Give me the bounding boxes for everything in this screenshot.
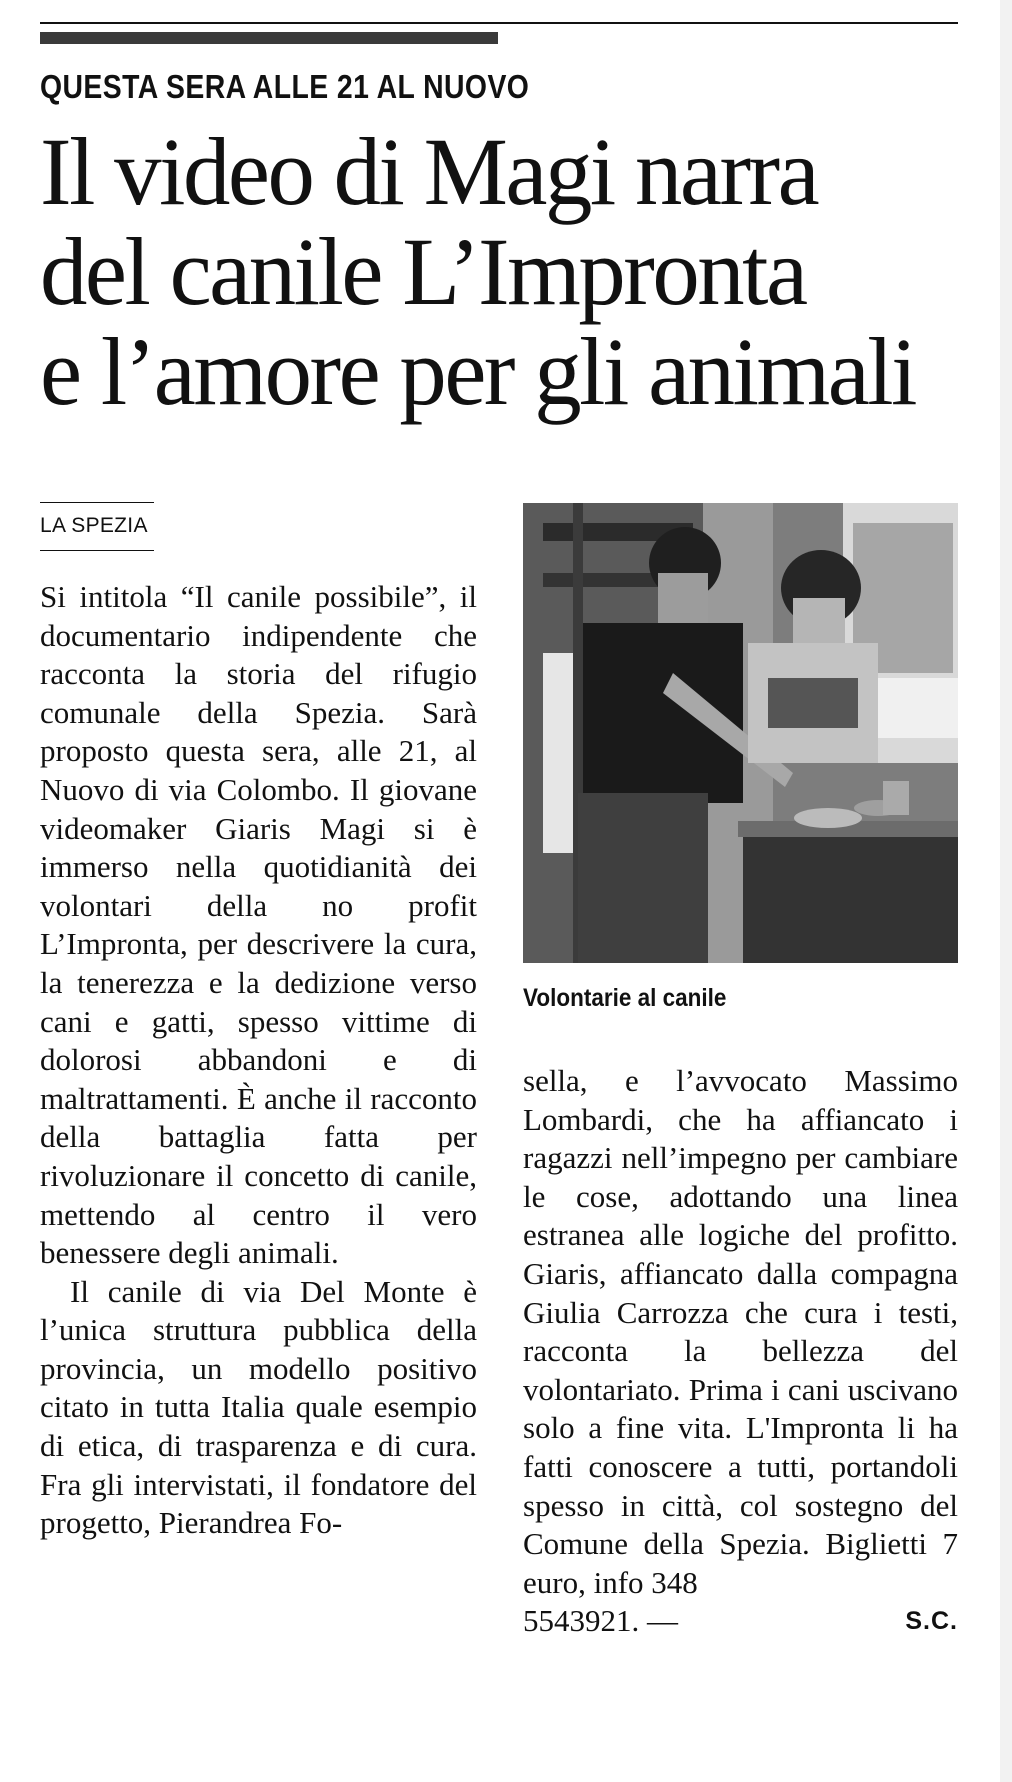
dateline-rule-bottom	[40, 550, 154, 551]
headline-line-3: e l’amore per gli animali	[40, 318, 915, 425]
article-column-right	[523, 1062, 958, 1641]
kicker: QUESTA SERA ALLE 21 AL NUOVO	[40, 68, 530, 105]
closing-text: 5543921. —	[523, 1603, 678, 1639]
article-photo	[523, 503, 958, 963]
photo-caption: Volontarie al canile	[523, 984, 727, 1012]
article-column-left	[40, 578, 477, 1543]
signoff	[523, 1602, 958, 1641]
headline-line-1: Il video di Magi narra	[40, 118, 818, 225]
headline	[40, 118, 970, 425]
dateline: LA SPEZIA	[40, 514, 148, 537]
top-rule	[40, 22, 958, 24]
paragraph-1: Si intitola “Il canile possibile”, il documentario indipendente che racconta la storia del rifugio comunale della Spezia. Sarà proposto questa sera, alle 21, al Nuovo di via Colombo. Il giovane videomaker Giaris Magi si è immerso nella quotidianità dei volontari della no profit L’Impronta, per descrivere la cura, la tenerezza e la dedizione verso cani e gatti, spesso vittime di dolorosi abbandoni e di maltrattamenti. È anche il racconto della battaglia fatta per rivoluzionare il concetto di canile, mettendo al centro il vero benessere degli animali.	[40, 579, 477, 1271]
page-margin	[1000, 0, 1012, 1782]
volunteers-photo-illustration	[523, 503, 958, 963]
author-signature: S.C.	[905, 1607, 958, 1636]
headline-line-2: del canile L’Impronta	[40, 218, 806, 325]
dateline-block	[40, 502, 154, 551]
section-bar	[40, 32, 498, 44]
paragraph-2: Il canile di via Del Monte è l’unica struttura pubblica della provincia, un modello positivo citato in tutta Italia quale esempio di etica, di trasparenza e di cura. Fra gli intervistati, il fondatore del progetto, Pierandrea Fo-	[40, 1273, 477, 1541]
paragraph-3: sella, e l’avvocato Massimo Lombardi, che ha affiancato i ragazzi nell’impegno per cambiare le cose, adottando una linea estranea alle logiche del profitto. Giaris, affiancato dalla compagna Giulia Carrozza che cura i testi, racconta la bellezza del volontariato. Prima i cani uscivano solo a fine vita. L'Impronta li ha fatti conoscere a tutti, portandoli spesso in città, col sostegno del Comune della Spezia. Biglietti 7 euro, info 348	[523, 1063, 958, 1600]
